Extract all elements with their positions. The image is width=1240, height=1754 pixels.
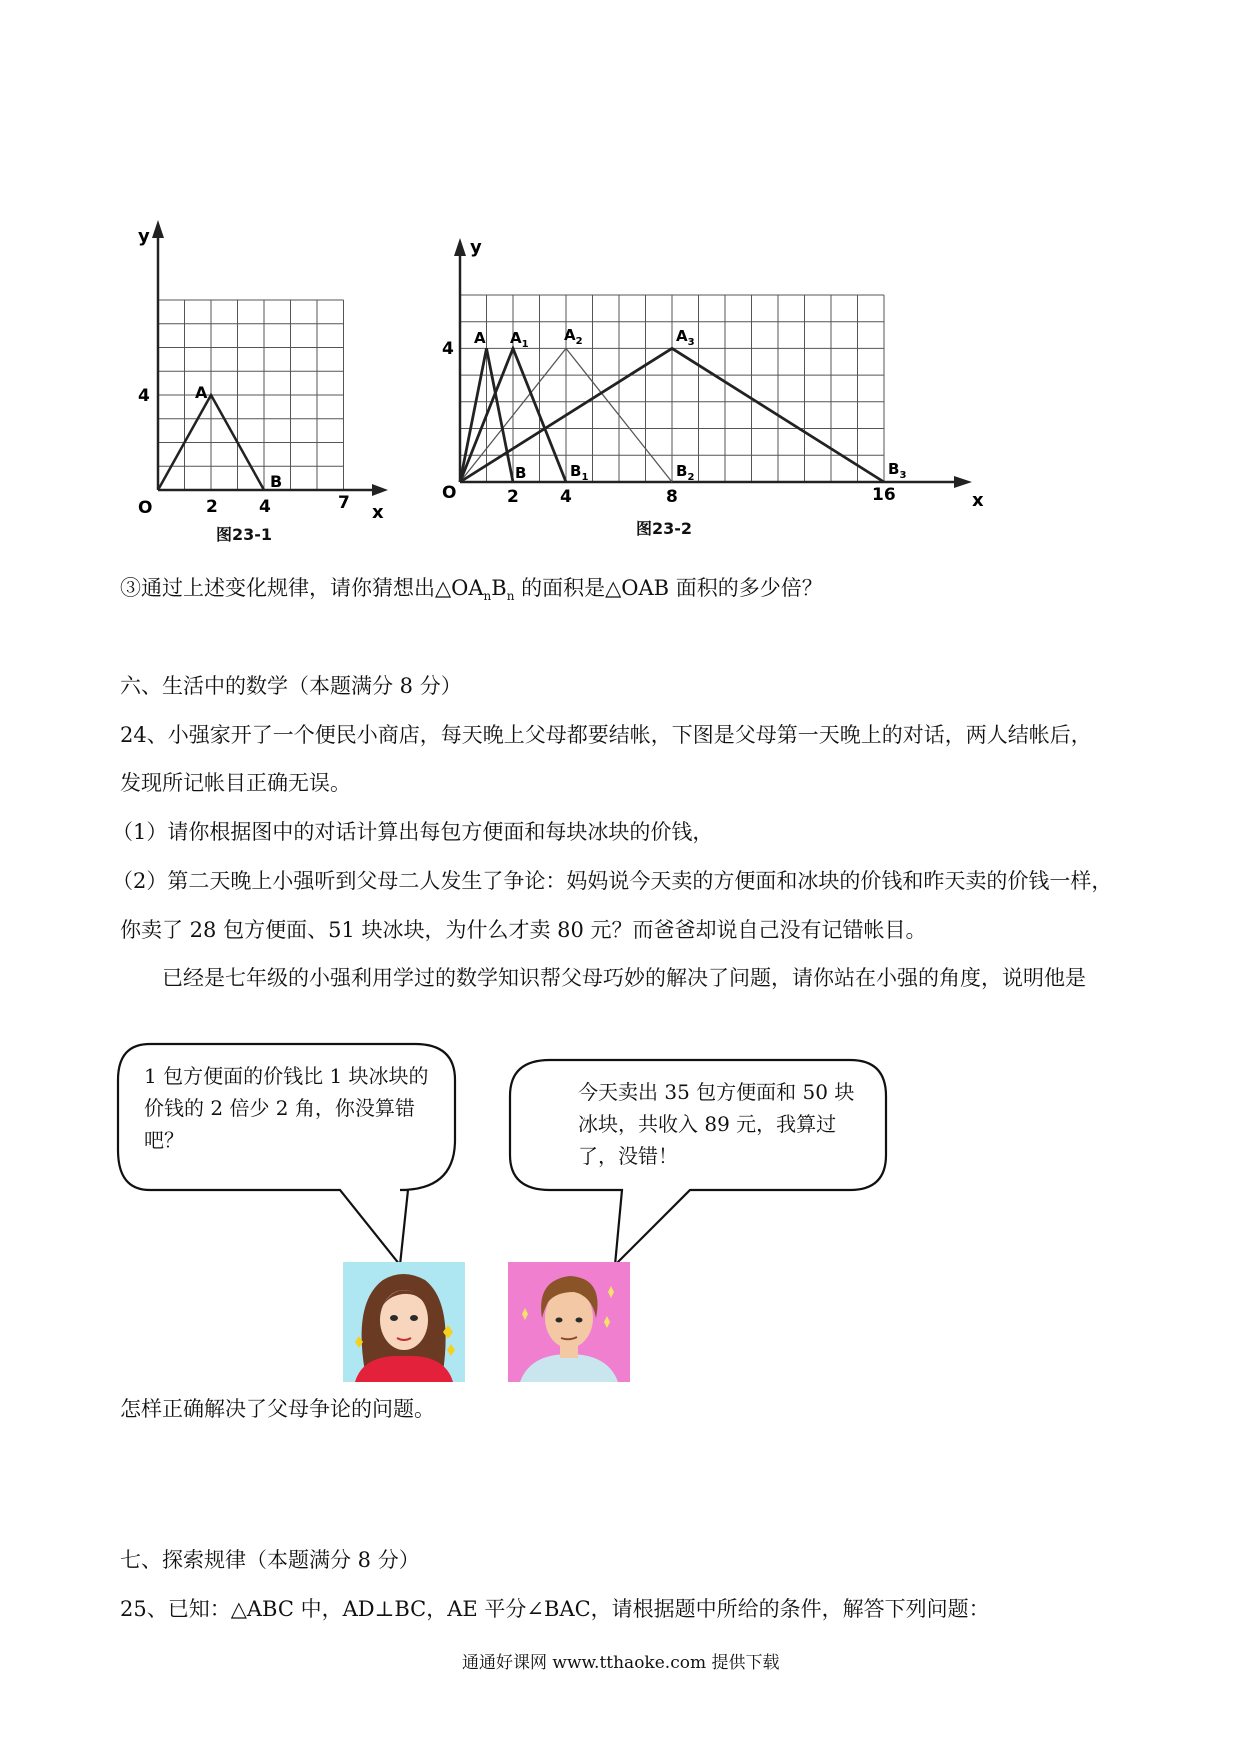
label-b3: $B_3$ bbox=[888, 460, 907, 481]
label-a: A bbox=[474, 329, 486, 347]
label-b: B bbox=[515, 464, 527, 482]
figure-23-2-caption: 图23-2 bbox=[636, 519, 693, 538]
figure-23-2 bbox=[440, 238, 1000, 518]
label-a2: $A_2$ bbox=[564, 326, 583, 347]
q23-part3: ③通过上述变化规律，请你猜想出$\triangle OA_nB_n$ 的面积是△OAB 面积的多少倍？ bbox=[120, 576, 823, 604]
label-b: B bbox=[270, 472, 283, 491]
grid-23-1 bbox=[158, 300, 344, 490]
label-y: y bbox=[138, 226, 150, 247]
label-four: 4 bbox=[560, 487, 572, 507]
label-seven: 7 bbox=[338, 493, 350, 513]
father-bubble-text: 今天卖出 35 包方便面和 50 块冰块，共收入 89 元，我算过了，没错！ bbox=[578, 1080, 855, 1168]
label-origin: O bbox=[138, 498, 153, 518]
label-sixteen: 16 bbox=[872, 485, 896, 505]
grid-23-2 bbox=[460, 295, 884, 482]
label-a3: $A_3$ bbox=[676, 327, 695, 348]
label-a: A bbox=[195, 383, 208, 402]
q24-part2-line4: 怎样正确解决了父母争论的问题。 bbox=[120, 1397, 435, 1421]
mother-portrait bbox=[343, 1262, 465, 1382]
x-axis-arrow bbox=[372, 484, 388, 496]
label-x: x bbox=[372, 502, 384, 523]
label-two: 2 bbox=[206, 497, 218, 517]
father-portrait bbox=[508, 1262, 630, 1382]
label-two: 2 bbox=[507, 487, 519, 507]
label-four-y: 4 bbox=[442, 339, 454, 359]
figure-23-1 bbox=[120, 220, 400, 540]
label-y: y bbox=[470, 238, 482, 258]
label-four-y: 4 bbox=[138, 386, 150, 406]
q24-line1: 24、小强家开了一个便民小商店，每天晚上父母都要结帐，下图是父母第一天晚上的对话，两人结帐后， bbox=[120, 723, 1092, 747]
label-origin: O bbox=[442, 483, 457, 503]
figure-23-1-caption: 图23-1 bbox=[216, 525, 273, 544]
q24-line2: 发现所记帐目正确无误。 bbox=[120, 771, 351, 795]
footer-text: 通通好课网 www.tthaoke.com 提供下载 bbox=[462, 1653, 780, 1673]
label-b1: $B_1$ bbox=[570, 462, 589, 483]
label-b2: $B_2$ bbox=[676, 462, 695, 483]
x-axis-arrow bbox=[954, 476, 972, 488]
label-a1: $A_1$ bbox=[510, 329, 529, 350]
y-axis-arrow bbox=[152, 220, 164, 238]
label-eight: 8 bbox=[666, 487, 678, 507]
mother-bubble-text: 1 包方便面的价钱比 1 块冰块的价钱的 2 倍少 2 角，你没算错吧？ bbox=[144, 1064, 429, 1152]
q25: 25、已知：△ABC 中，AD⊥BC，AE 平分∠BAC，请根据题中所给的条件，解答下列问题： bbox=[120, 1597, 990, 1621]
q24-part2-line2: 你卖了 28 包方便面、51 块冰块，为什么才卖 80 元？而爸爸却说自己没有记错帐目。 bbox=[120, 918, 927, 942]
q24-part2-line1: （2）第二天晚上小强听到父母二人发生了争论：妈妈说今天卖的方便面和冰块的价钱和昨天卖的价钱一样， bbox=[112, 869, 1113, 893]
label-four-x: 4 bbox=[259, 497, 271, 517]
q24-part1: （1）请你根据图中的对话计算出每包方便面和每块冰块的价钱， bbox=[112, 820, 714, 844]
label-x: x bbox=[972, 490, 984, 511]
section-7-title: 七、探索规律（本题满分 8 分） bbox=[120, 1548, 420, 1572]
section-6-title: 六、生活中的数学（本题满分 8 分） bbox=[120, 674, 462, 698]
q24-part2-line3: 已经是七年级的小强利用学过的数学知识帮父母巧妙的解决了问题，请你站在小强的角度，说明他是 bbox=[162, 966, 1086, 990]
y-axis-arrow bbox=[454, 238, 466, 256]
